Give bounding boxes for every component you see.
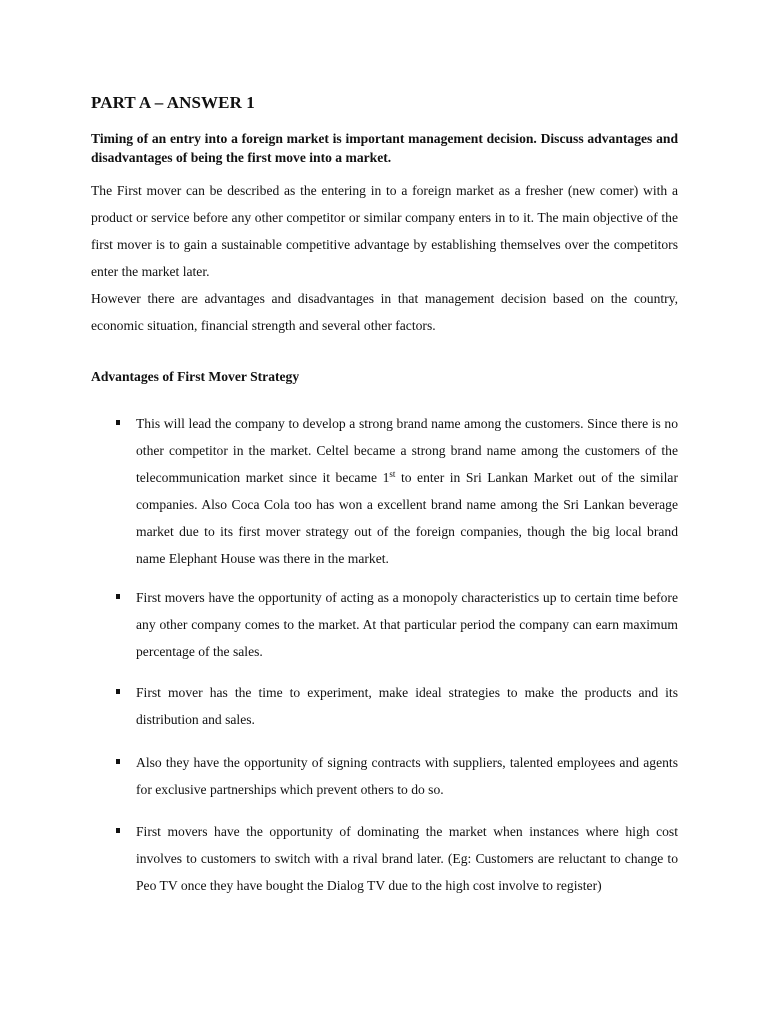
advantages-heading: Advantages of First Mover Strategy [91,369,300,384]
bullet-square-icon [116,594,120,599]
list-item [116,584,678,665]
intro-paragraph-1: The First mover can be described as the entering in to a foreign market as a fresher (new comer) with a product or service before any other competitor or similar company enters in to it. The main objective of the first mover is to gain a sustainable competitive advantage by establishing themselves over the competitors enter the market later. [91,183,678,279]
list-item [116,818,678,899]
intro-paragraph-2: However there are advantages and disadvantages in that management decision based on the country, economic situation, financial strength and several other factors. [91,291,678,333]
list-item [116,410,678,572]
list-item-text: First movers have the opportunity of acting as a monopoly characteristics up to certain time before any other company comes to the market. At that particular period the company can earn maximum percentage of the sales. [136,590,678,659]
list-item-text: First movers have the opportunity of dominating the market when instances where high cost involves to customers to switch with a rival brand later. (Eg: Customers are reluctant to change to Peo TV once they have bought the Dialog TV due to the high cost involve to register) [136,824,678,893]
bullet-square-icon [116,420,120,425]
list-item-text: This will lead the company to develop a strong brand name among the customers. Since there is no other competitor in the market. Celtel became a strong brand name among the customers of the telecommunication market since it became 1st to enter in Sri Lankan Market out of the similar companies. Also Coca Cola too has won a excellent brand name among the Sri Lankan beverage market due to its first mover strategy out of the foreign companies, though the big local brand name Elephant House was there in the market. [136,416,678,566]
bullet-square-icon [116,689,120,694]
list-item-text: Also they have the opportunity of signing contracts with suppliers, talented employees and agents for exclusive partnerships which prevent others to do so. [136,755,678,797]
question-text: Timing of an entry into a foreign market is important management decision. Discuss advantages and disadvantages of being the first move into a market. [91,131,678,165]
list-item-text: First mover has the time to experiment, make ideal strategies to make the products and its distribution and sales. [136,685,678,727]
bullet-square-icon [116,759,120,764]
list-item [116,749,678,803]
bullet-square-icon [116,828,120,833]
page-heading: PART A – ANSWER 1 [91,93,255,112]
list-item [116,679,678,733]
